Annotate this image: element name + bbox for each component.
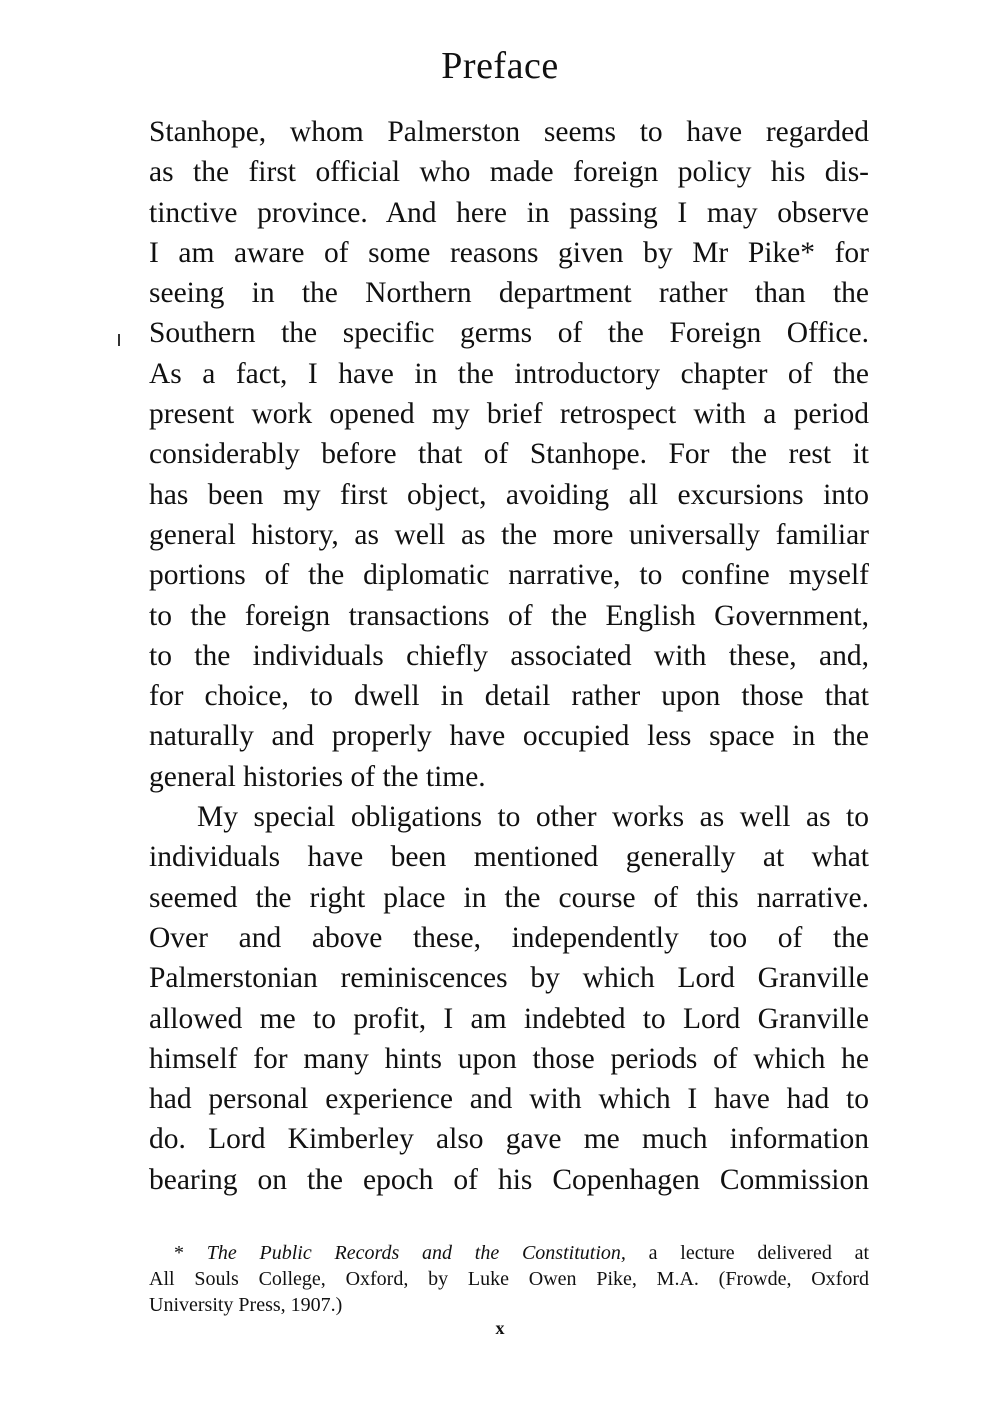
text-line: general history, as well as the more universally familiar: [149, 518, 869, 551]
footnote-text: a lecture delivered at: [648, 1242, 870, 1264]
text-line: Over and above these, independently too of the: [149, 921, 869, 954]
text-line: seeing in the Northern department rather than the: [149, 277, 869, 310]
text-line: Palmerstonian reminiscences by which Lord Granville: [149, 962, 869, 995]
text-line: considerably before that of Stanhope. For the rest it: [149, 438, 869, 471]
footnote-title: The Public Records and the Constitution,: [206, 1242, 626, 1264]
text-line: portions of the diplomatic narrative, to confine myself: [149, 559, 869, 592]
paragraph-2: [149, 797, 869, 1200]
text-line: naturally and properly have occupied less space in the: [149, 720, 869, 753]
text-line: do. Lord Kimberley also gave me much information: [149, 1123, 869, 1156]
text-line: allowed me to profit, I am indebted to Lord Granville: [149, 1002, 869, 1035]
footnote-line: University Press, 1907.): [149, 1294, 343, 1316]
text-line: tinctive province. And here in passing I may observe: [149, 196, 869, 229]
paragraph-1: [149, 112, 869, 797]
running-head: Preface: [441, 45, 559, 87]
text-line: Stanhope, whom Palmerston seems to have regarded: [149, 116, 869, 148]
text-line: I am aware of some reasons given by Mr Pike* for: [149, 236, 869, 269]
text-line: Southern the specific germs of the Foreign Office.: [149, 317, 869, 350]
text-line: as the first official who made foreign policy his dis-: [149, 156, 869, 189]
text-line: has been my first object, avoiding all excursions into: [149, 478, 869, 511]
text-line: to the foreign transactions of the English Government,: [149, 599, 869, 632]
footnote-marker: *: [174, 1242, 184, 1264]
text-line: had personal experience and with which I have had to: [149, 1083, 869, 1116]
text-line: bearing on the epoch of his Copenhagen Commission: [149, 1163, 869, 1196]
text-line: for choice, to dwell in detail rather upon those that: [149, 680, 869, 713]
text-line: As a fact, I have in the introductory chapter of the: [149, 357, 869, 390]
text-line: individuals have been mentioned generally at what: [149, 841, 869, 874]
footnote: [149, 1240, 869, 1318]
text-line: My special obligations to other works as well as to: [197, 801, 869, 834]
footnote-line: All Souls College, Oxford, by Luke Owen Pike, M.A. (Frowde, Oxford: [149, 1268, 869, 1290]
body-text: [149, 112, 869, 1200]
text-line: present work opened my brief retrospect with a period: [149, 398, 869, 431]
text-line: to the individuals chiefly associated with these, and,: [149, 639, 869, 672]
margin-mark: [118, 334, 120, 346]
text-line: general histories of the time.: [149, 760, 486, 793]
footnote-line: [149, 1240, 869, 1266]
text-line: himself for many hints upon those periods of which he: [149, 1042, 869, 1075]
text-line: seemed the right place in the course of this narrative.: [149, 881, 869, 914]
page-number: x: [495, 1318, 505, 1338]
